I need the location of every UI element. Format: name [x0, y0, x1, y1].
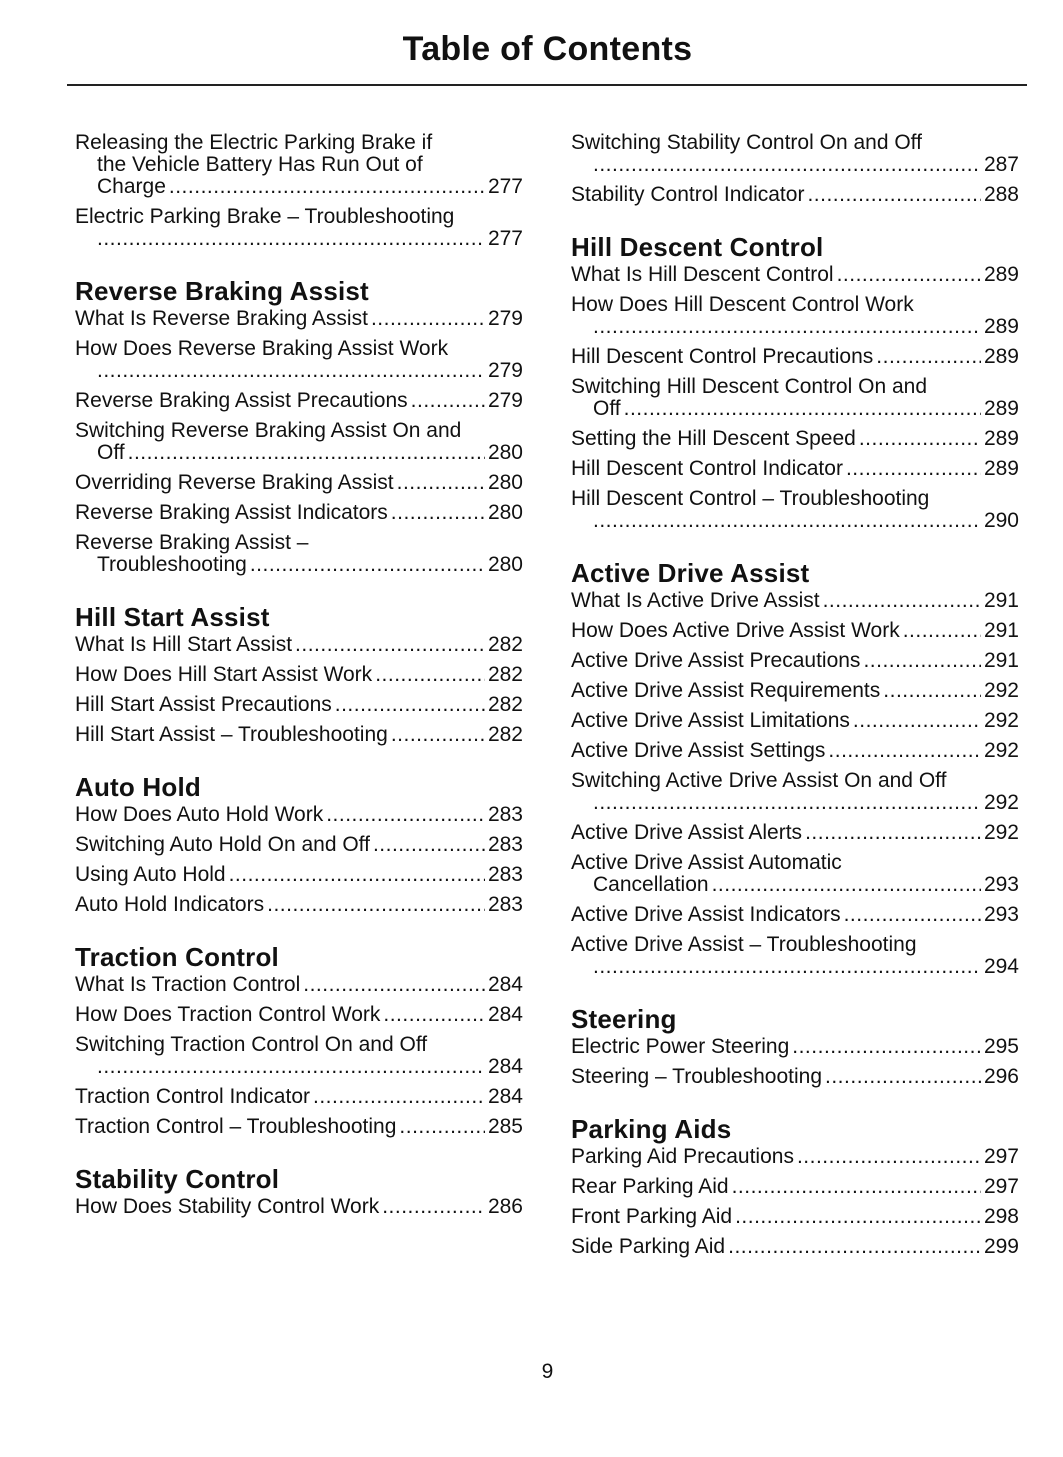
entry-line [75, 694, 523, 716]
toc-entry[interactable] [75, 1004, 523, 1026]
entry-page-number: 280 [487, 471, 523, 494]
entry-line [571, 650, 1019, 672]
entry-title: Active Drive Assist Precautions [571, 649, 861, 672]
dot-leader [624, 398, 981, 420]
dot-leader [807, 184, 981, 206]
entry-title: Active Drive Assist Limitations [571, 709, 850, 732]
section-heading[interactable]: Active Drive Assist [571, 558, 810, 588]
dot-leader [863, 650, 981, 672]
entry-page-number: 295 [983, 1035, 1019, 1058]
entry-page-number: 297 [983, 1145, 1019, 1168]
entry-title: Hill Descent Control Indicator [571, 457, 843, 480]
entry-line [571, 852, 1019, 874]
entry-title: Using Auto Hold [75, 863, 226, 886]
dot-leader [375, 664, 485, 686]
entry-page-number: 294 [983, 955, 1019, 978]
entry-title: Electric Parking Brake – Troubleshooting [75, 205, 455, 228]
toc-entry[interactable] [75, 502, 523, 524]
entry-line [571, 874, 1019, 896]
toc-entry[interactable] [75, 974, 523, 996]
entry-page-number: 284 [487, 1055, 523, 1078]
entry-line [571, 316, 1019, 338]
dot-leader [846, 458, 981, 480]
toc-entry[interactable] [571, 1236, 1019, 1258]
entry-page-number: 280 [487, 553, 523, 576]
entry-title: Switching Auto Hold On and Off [75, 833, 370, 856]
entry-title: Releasing the Electric Parking Brake if [75, 131, 433, 154]
toc-section [571, 1002, 1019, 1088]
toc-entry[interactable] [75, 864, 523, 886]
entry-title: Hill Descent Control Precautions [571, 345, 874, 368]
dot-leader [97, 1056, 485, 1078]
page-number: 9 [541, 1360, 554, 1383]
entry-page-number: 289 [983, 427, 1019, 450]
toc-entry[interactable] [75, 1034, 523, 1078]
entry-title: Active Drive Assist – Troubleshooting [571, 933, 917, 956]
entry-page-number: 284 [487, 1085, 523, 1108]
entry-title: Auto Hold Indicators [75, 893, 265, 916]
toc-entry[interactable] [75, 1086, 523, 1108]
entry-page-number: 277 [487, 175, 523, 198]
toc-entry[interactable] [75, 1116, 523, 1138]
entry-title: Switching Reverse Braking Assist On and [75, 419, 462, 442]
entry-line [75, 554, 523, 576]
entry-page-number: 292 [983, 709, 1019, 732]
toc-section [571, 556, 1019, 978]
entry-line [571, 1206, 1019, 1228]
entry-line [75, 390, 523, 412]
entry-page-number: 289 [983, 263, 1019, 286]
dot-leader [371, 308, 485, 330]
entry-page-number: 289 [983, 315, 1019, 338]
entry-page-number: 279 [487, 359, 523, 382]
entry-title: Switching Active Drive Assist On and Off [571, 769, 947, 792]
section-heading[interactable]: Hill Descent Control [571, 232, 824, 262]
entry-line [571, 680, 1019, 702]
entry-title: What Is Active Drive Assist [571, 589, 820, 612]
toc-entry[interactable] [571, 1036, 1019, 1058]
section-heading[interactable]: Hill Start Assist [75, 602, 270, 632]
entry-line [75, 360, 523, 382]
dot-leader [837, 264, 981, 286]
entry-line [571, 428, 1019, 450]
entry-title: What Is Reverse Braking Assist [75, 307, 368, 330]
section-heading[interactable]: Auto Hold [75, 772, 201, 802]
toc-entry[interactable] [75, 664, 523, 686]
entry-title: How Does Stability Control Work [75, 1195, 380, 1218]
entry-title: Hill Descent Control – Troubleshooting [571, 487, 930, 510]
entry-page-number: 283 [487, 803, 523, 826]
toc-entry[interactable] [571, 264, 1019, 286]
entry-title: Off [97, 441, 125, 464]
dot-leader [859, 428, 981, 450]
entry-line [75, 308, 523, 330]
entry-title: How Does Traction Control Work [75, 1003, 381, 1026]
entry-line [75, 472, 523, 494]
entry-page-number: 279 [487, 307, 523, 330]
entry-line [75, 1116, 523, 1138]
entry-title: Parking Aid Precautions [571, 1145, 794, 1168]
toc-entry[interactable] [571, 822, 1019, 844]
dot-leader [382, 1196, 485, 1218]
toc-entry[interactable] [75, 338, 523, 382]
entry-line [571, 1066, 1019, 1088]
entry-line [571, 154, 1019, 176]
dot-leader [326, 804, 485, 826]
entry-line [75, 176, 523, 198]
section-heading[interactable]: Stability Control [75, 1164, 280, 1194]
entry-page-number: 292 [983, 679, 1019, 702]
toc-section [75, 1162, 523, 1218]
entry-line [75, 502, 523, 524]
toc-entry[interactable] [571, 132, 1019, 176]
entry-title: Active Drive Assist Requirements [571, 679, 881, 702]
entry-line [75, 442, 523, 464]
toc-section [571, 1112, 1019, 1258]
entry-line [571, 770, 1019, 792]
toc-entry[interactable] [571, 458, 1019, 480]
toc-entry[interactable] [571, 770, 1019, 814]
dot-leader [844, 904, 981, 926]
entry-title: Reverse Braking Assist Indicators [75, 501, 388, 524]
toc-entry[interactable] [571, 346, 1019, 368]
entry-page-number: 283 [487, 863, 523, 886]
dot-leader [712, 874, 981, 896]
entry-page-number: 293 [983, 873, 1019, 896]
toc-entry[interactable] [75, 634, 523, 656]
entry-title: What Is Hill Descent Control [571, 263, 834, 286]
dot-leader [728, 1236, 981, 1258]
dot-leader [876, 346, 981, 368]
entry-page-number: 289 [983, 345, 1019, 368]
toc-entry[interactable] [75, 834, 523, 856]
toc-entry[interactable] [75, 390, 523, 412]
entry-line [571, 620, 1019, 642]
entry-line [75, 154, 523, 176]
dot-leader [903, 620, 981, 642]
entry-line [571, 264, 1019, 286]
entry-page-number: 284 [487, 973, 523, 996]
entry-line [571, 792, 1019, 814]
section-heading[interactable]: Reverse Braking Assist [75, 276, 369, 306]
toc-entry[interactable] [75, 804, 523, 826]
entry-line [75, 1086, 523, 1108]
entry-title: How Does Active Drive Assist Work [571, 619, 900, 642]
dot-leader [383, 1004, 485, 1026]
entry-title: Switching Hill Descent Control On and [571, 375, 927, 398]
toc-entry[interactable] [571, 904, 1019, 926]
entry-line [571, 740, 1019, 762]
entry-page-number: 285 [487, 1115, 523, 1138]
entry-line [75, 724, 523, 746]
entry-title: Electric Power Steering [571, 1035, 790, 1058]
entry-title: Front Parking Aid [571, 1205, 733, 1228]
entry-title: Traction Control – Troubleshooting [75, 1115, 397, 1138]
entry-page-number: 280 [487, 441, 523, 464]
dot-leader [411, 390, 485, 412]
entry-page-number: 291 [983, 619, 1019, 642]
title-divider [67, 84, 1027, 86]
entry-page-number: 283 [487, 833, 523, 856]
entry-page-number: 292 [983, 791, 1019, 814]
entry-title: How Does Auto Hold Work [75, 803, 324, 826]
entry-title: Reverse Braking Assist Precautions [75, 389, 408, 412]
toc-entry[interactable] [571, 590, 1019, 612]
entry-title: Side Parking Aid [571, 1235, 726, 1258]
entry-title: the Vehicle Battery Has Run Out of [97, 153, 423, 176]
entry-page-number: 288 [983, 183, 1019, 206]
toc-entry[interactable] [571, 376, 1019, 420]
toc-entry[interactable] [571, 740, 1019, 762]
entry-line [571, 710, 1019, 732]
dot-leader [303, 974, 485, 996]
dot-leader [823, 590, 981, 612]
toc-entry[interactable] [571, 852, 1019, 896]
dot-leader [805, 822, 981, 844]
dot-leader [97, 360, 485, 382]
entry-title: Switching Traction Control On and Off [75, 1033, 428, 1056]
dot-leader [373, 834, 485, 856]
entry-page-number: 298 [983, 1205, 1019, 1228]
toc-entry[interactable] [571, 680, 1019, 702]
entry-line [571, 294, 1019, 316]
entry-line [571, 488, 1019, 510]
entry-line [75, 804, 523, 826]
entry-line [571, 590, 1019, 612]
section-heading[interactable]: Steering [571, 1004, 677, 1034]
entry-title: Active Drive Assist Alerts [571, 821, 803, 844]
entry-page-number: 299 [983, 1235, 1019, 1258]
toc-entry[interactable] [571, 1176, 1019, 1198]
toc-section [75, 274, 523, 576]
toc-entry[interactable] [571, 1146, 1019, 1168]
entry-page-number: 293 [983, 903, 1019, 926]
dot-leader [97, 228, 485, 250]
toc-section [75, 600, 523, 746]
entry-page-number: 290 [983, 509, 1019, 532]
entry-line [75, 132, 523, 154]
entry-page-number: 291 [983, 589, 1019, 612]
dot-leader [593, 154, 981, 176]
dot-leader [593, 510, 981, 532]
entry-line [571, 934, 1019, 956]
dot-leader [397, 472, 485, 494]
entry-line [75, 338, 523, 360]
entry-line [75, 864, 523, 886]
dot-leader [593, 956, 981, 978]
toc-entry[interactable] [75, 724, 523, 746]
entry-line [75, 1196, 523, 1218]
entry-line [75, 1056, 523, 1078]
toc-section [75, 770, 523, 916]
entry-title: Off [593, 397, 621, 420]
entry-title: How Does Hill Descent Control Work [571, 293, 914, 316]
toc-entry[interactable] [75, 694, 523, 716]
entry-title: Active Drive Assist Automatic [571, 851, 842, 874]
entry-title: Hill Start Assist – Troubleshooting [75, 723, 388, 746]
dot-leader [295, 634, 485, 656]
entry-line [571, 398, 1019, 420]
entry-title: Steering – Troubleshooting [571, 1065, 823, 1088]
toc-entry[interactable] [75, 420, 523, 464]
entry-title: Stability Control Indicator [571, 183, 805, 206]
dot-leader [229, 864, 485, 886]
entry-line [571, 1236, 1019, 1258]
entry-title: Active Drive Assist Indicators [571, 903, 841, 926]
toc-entry[interactable] [571, 428, 1019, 450]
toc-entry[interactable] [75, 206, 523, 250]
dot-leader [735, 1206, 981, 1228]
entry-line [75, 974, 523, 996]
toc-entry[interactable] [75, 132, 523, 198]
dot-leader [391, 724, 485, 746]
entry-page-number: 282 [487, 723, 523, 746]
toc-entry[interactable] [75, 894, 523, 916]
entry-title: Active Drive Assist Settings [571, 739, 826, 762]
toc-entry[interactable] [571, 294, 1019, 338]
entry-page-number: 284 [487, 1003, 523, 1026]
entry-line [75, 206, 523, 228]
entry-line [571, 510, 1019, 532]
dot-leader [313, 1086, 485, 1108]
entry-page-number: 287 [983, 153, 1019, 176]
entry-title: Setting the Hill Descent Speed [571, 427, 856, 450]
entry-title: Rear Parking Aid [571, 1175, 729, 1198]
toc-entry[interactable] [75, 308, 523, 330]
entry-line [75, 634, 523, 656]
entry-line [75, 228, 523, 250]
entry-page-number: 292 [983, 821, 1019, 844]
entry-title: Cancellation [593, 873, 709, 896]
dot-leader [792, 1036, 981, 1058]
entry-title: Hill Start Assist Precautions [75, 693, 332, 716]
toc-section [75, 940, 523, 1138]
entry-line [571, 1036, 1019, 1058]
entry-page-number: 289 [983, 457, 1019, 480]
entry-title: Troubleshooting [97, 553, 247, 576]
toc-entry[interactable] [571, 710, 1019, 732]
entry-page-number: 292 [983, 739, 1019, 762]
toc-entry[interactable] [571, 650, 1019, 672]
entry-line [75, 1004, 523, 1026]
entry-page-number: 282 [487, 663, 523, 686]
entry-line [75, 1034, 523, 1056]
toc-entry[interactable] [571, 1066, 1019, 1088]
entry-page-number: 277 [487, 227, 523, 250]
dot-leader [267, 894, 485, 916]
entry-line [75, 420, 523, 442]
entry-line [571, 346, 1019, 368]
entry-page-number: 291 [983, 649, 1019, 672]
toc-section [571, 230, 1019, 532]
dot-leader [128, 442, 485, 464]
entry-title: Charge [97, 175, 166, 198]
dot-leader [853, 710, 981, 732]
entry-line [571, 132, 1019, 154]
entry-page-number: 279 [487, 389, 523, 412]
entry-line [571, 956, 1019, 978]
entry-title: Traction Control Indicator [75, 1085, 310, 1108]
entry-title: Reverse Braking Assist – [75, 531, 309, 554]
toc-column-left [75, 132, 523, 1226]
entry-page-number: 296 [983, 1065, 1019, 1088]
dot-leader [593, 792, 981, 814]
toc-entry[interactable] [571, 488, 1019, 532]
entry-page-number: 280 [487, 501, 523, 524]
dot-leader [883, 680, 981, 702]
entry-line [571, 1176, 1019, 1198]
entry-page-number: 286 [487, 1195, 523, 1218]
entry-title: Overriding Reverse Braking Assist [75, 471, 394, 494]
entry-title: What Is Traction Control [75, 973, 301, 996]
dot-leader [732, 1176, 981, 1198]
toc-section [571, 132, 1019, 206]
entry-line [75, 834, 523, 856]
entry-title: How Does Hill Start Assist Work [75, 663, 373, 686]
toc-column-right [571, 132, 1019, 1266]
entry-line [75, 664, 523, 686]
page-title: Table of Contents [402, 30, 693, 68]
toc-entry[interactable] [571, 620, 1019, 642]
entry-page-number: 282 [487, 633, 523, 656]
entry-page-number: 289 [983, 397, 1019, 420]
toc-entry[interactable] [75, 472, 523, 494]
dot-leader [335, 694, 485, 716]
dot-leader [250, 554, 485, 576]
toc-entry[interactable] [75, 1196, 523, 1218]
section-heading[interactable]: Traction Control [75, 942, 279, 972]
entry-line [571, 822, 1019, 844]
entry-title: What Is Hill Start Assist [75, 633, 293, 656]
dot-leader [593, 316, 981, 338]
entry-line [571, 1146, 1019, 1168]
toc-entry[interactable] [571, 1206, 1019, 1228]
dot-leader [828, 740, 981, 762]
dot-leader [797, 1146, 981, 1168]
entry-line [571, 376, 1019, 398]
section-heading[interactable]: Parking Aids [571, 1114, 732, 1144]
toc-section [75, 132, 523, 250]
entry-page-number: 282 [487, 693, 523, 716]
dot-leader [399, 1116, 485, 1138]
toc-entry[interactable] [571, 934, 1019, 978]
entry-page-number: 297 [983, 1175, 1019, 1198]
toc-entry[interactable] [571, 184, 1019, 206]
entry-line [75, 532, 523, 554]
dot-leader [825, 1066, 981, 1088]
entry-line [571, 458, 1019, 480]
entry-line [571, 904, 1019, 926]
dot-leader [391, 502, 485, 524]
dot-leader [169, 176, 485, 198]
entry-line [75, 894, 523, 916]
entry-page-number: 283 [487, 893, 523, 916]
entry-title: How Does Reverse Braking Assist Work [75, 337, 449, 360]
entry-title: Switching Stability Control On and Off [571, 131, 922, 154]
entry-line [571, 184, 1019, 206]
toc-entry[interactable] [75, 532, 523, 576]
